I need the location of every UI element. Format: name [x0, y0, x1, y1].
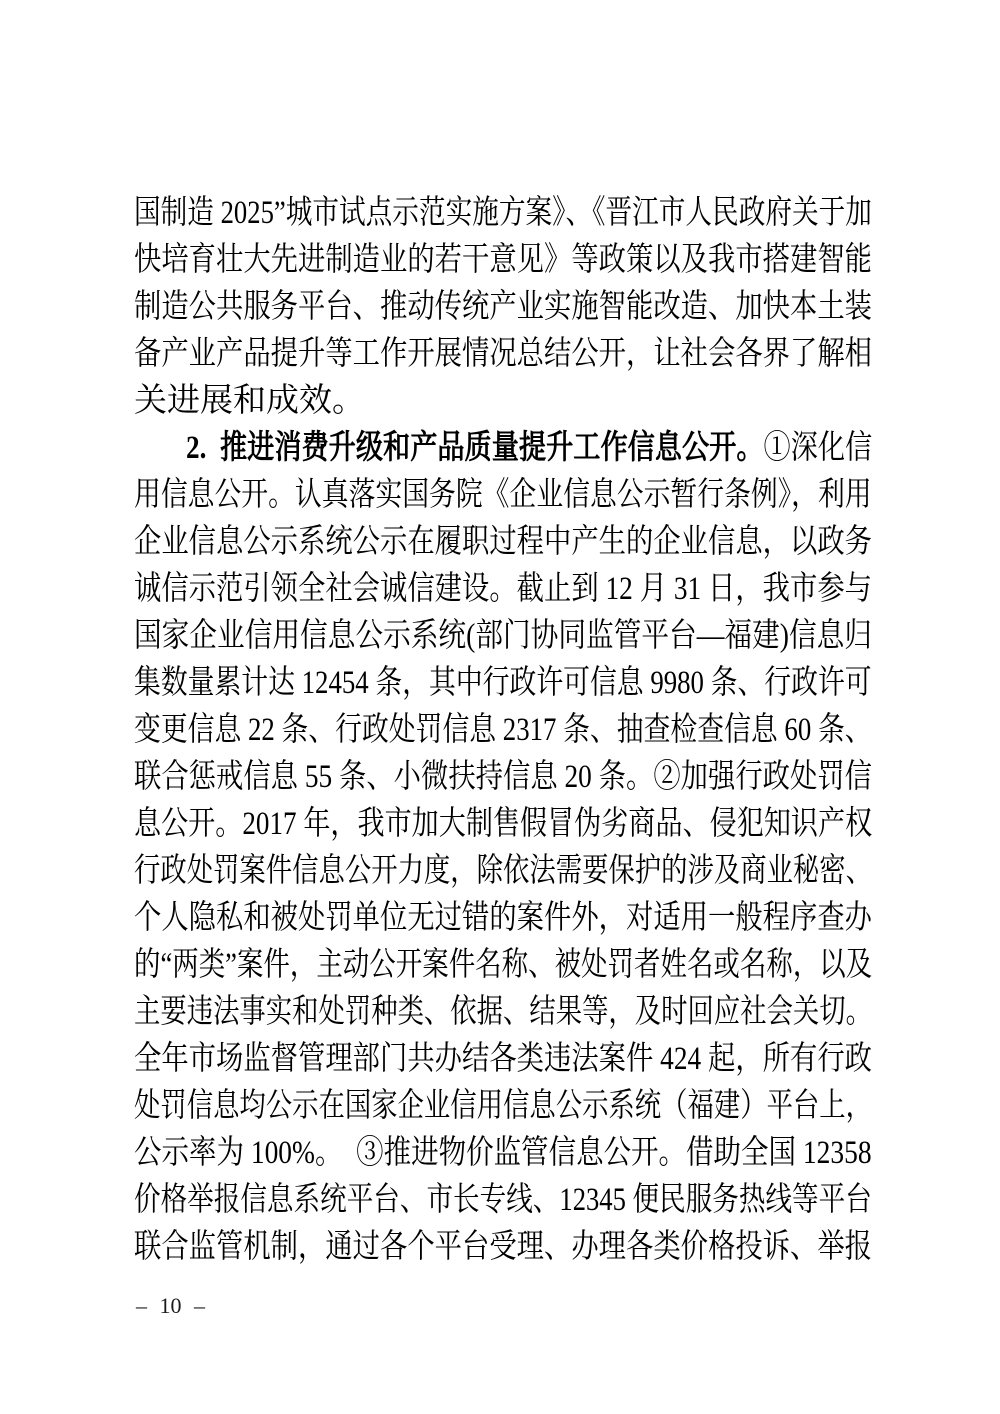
- body-line: 个人隐私和被处罚单位无过错的案件外，对适用一般程序查办: [134, 900, 872, 936]
- body-text: ①深化信: [763, 430, 873, 466]
- body-line: 公示率为 100%。 ③推进物价监管信息公开。借助全国 12358: [134, 1135, 872, 1171]
- body-line: 备产业产品提升等工作开展情况总结公开，让社会各界了解相: [134, 336, 872, 372]
- body-line: 价格举报信息系统平台、市长专线、12345 便民服务热线等平台: [134, 1182, 872, 1218]
- body-line: 变更信息 22 条、行政处罚信息 2317 条、抽查检查信息 60 条、: [134, 712, 872, 748]
- body-line: 企业信息公示系统公示在履职过程中产生的企业信息，以政务: [134, 524, 872, 560]
- body-line: 的“两类”案件，主动公开案件名称、被处罚者姓名或名称，以及: [134, 947, 873, 983]
- body-line: 行政处罚案件信息公开力度，除依法需要保护的涉及商业秘密、: [134, 853, 872, 889]
- body-line: 全年市场监督管理部门共办结各类违法案件 424 起，所有行政: [134, 1041, 872, 1077]
- body-line: 国家企业信用信息公示系统(部门协同监管平台—福建)信息归: [134, 618, 872, 654]
- body-line: 制造公共服务平台、推动传统产业实施智能改造、加快本土装: [134, 289, 872, 325]
- body-line: 诚信示范引领全社会诚信建设。截止到 12 月 31 日，我市参与: [134, 571, 872, 607]
- body-line: 主要违法事实和处罚种类、依据、结果等，及时回应社会关切。: [134, 994, 872, 1030]
- page-number: – 10 –: [136, 1293, 205, 1318]
- paragraph-end-line: 关进展和成效。: [134, 383, 365, 419]
- section-heading-line: [134, 425, 872, 472]
- document-body: [134, 190, 872, 1271]
- body-line: 联合惩戒信息 55 条、小微扶持信息 20 条。②加强行政处罚信: [134, 759, 872, 795]
- body-line: 集数量累计达 12454 条，其中行政许可信息 9980 条、行政许可: [134, 665, 872, 701]
- body-line: 用信息公开。认真落实国务院《企业信息公示暂行条例》，利用: [134, 477, 872, 513]
- section-heading: 2. 推进消费升级和产品质量提升工作信息公开。: [186, 430, 764, 466]
- body-line: 息公开。2017 年，我市加大制售假冒伪劣商品、侵犯知识产权: [134, 806, 873, 842]
- body-line: 快培育壮大先进制造业的若干意见》等政策以及我市搭建智能: [134, 242, 872, 278]
- body-line: 处罚信息均公示在国家企业信用信息公示系统（福建）平台上，: [134, 1088, 872, 1124]
- body-line: 联合监管机制，通过各个平台受理、办理各类价格投诉、举报: [134, 1229, 872, 1265]
- body-line: 国制造 2025”城市试点示范实施方案》、《晋江市人民政府关于加: [134, 195, 872, 231]
